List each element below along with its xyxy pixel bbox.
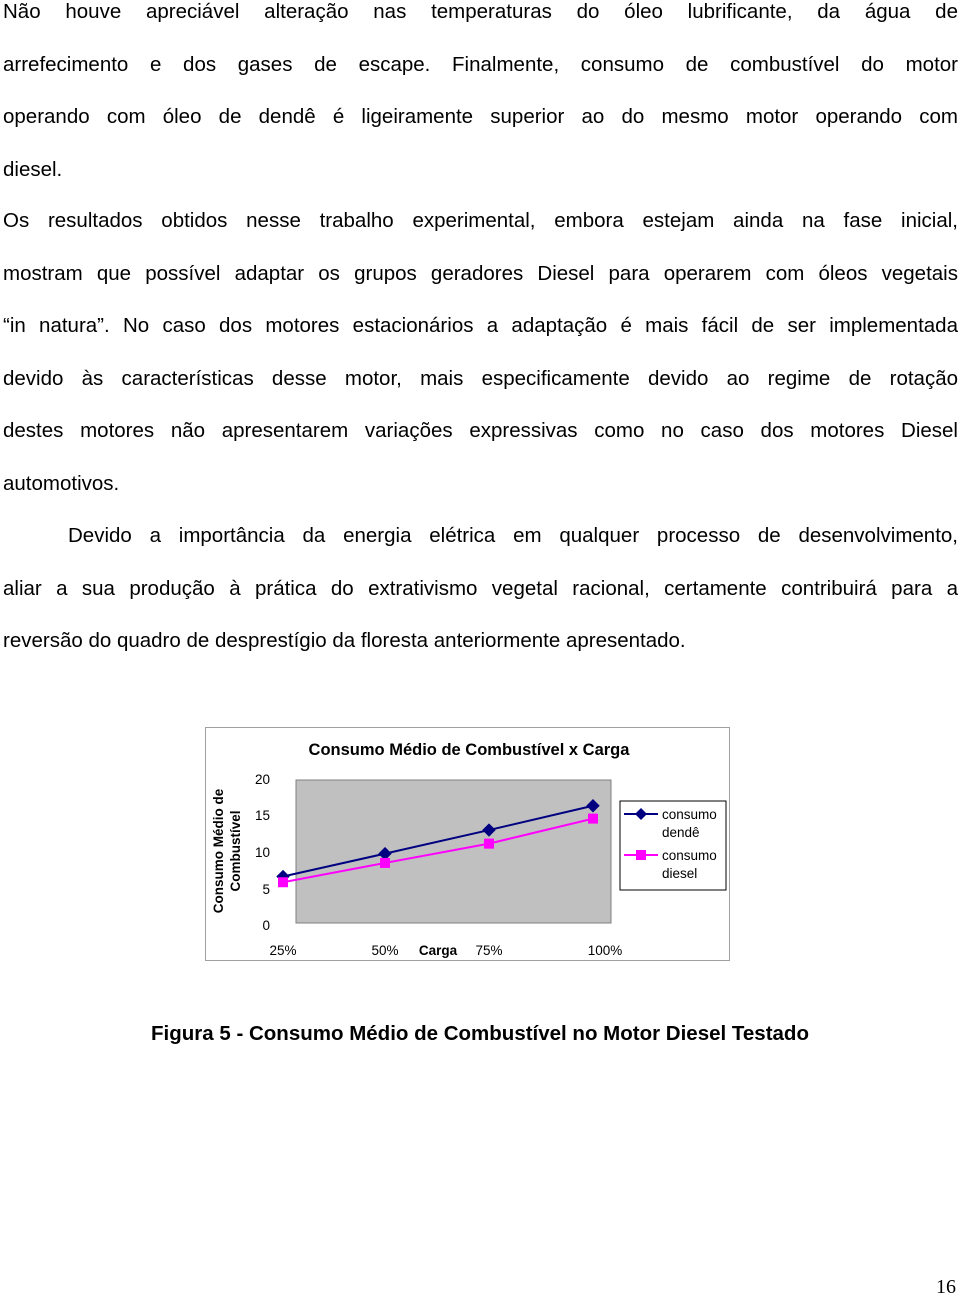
data-point-marker [484, 839, 494, 849]
y-tick-label: 5 [262, 882, 270, 897]
text-line: automotivos. [3, 471, 120, 495]
text-line: “in natura”. No caso dos motores estacionários a adaptação é mais fácil de ser implementada [3, 314, 958, 337]
y-axis-label: Consumo Médio de Combustível [211, 788, 243, 914]
legend-label: consumo dendê [662, 807, 717, 840]
data-point-marker [278, 877, 288, 887]
text-line: operando com óleo de dendê é ligeiramente superior ao do mesmo motor operando com [3, 105, 958, 128]
text-line: reversão do quadro de desprestígio da floresta anteriormente apresentado. [3, 629, 686, 652]
text-line: Não houve apreciável alteração nas temperaturas do óleo lubrificante, da água de [3, 0, 958, 23]
plot-area [296, 780, 611, 923]
text-line: Os resultados obtidos nesse trabalho experimental, embora estejam ainda na fase inicial, [3, 209, 958, 232]
text-line: Devido a importância da energia elétrica em qualquer processo de desenvolvimento, [68, 524, 958, 547]
chart-title: Consumo Médio de Combustível x Carga [308, 741, 630, 759]
x-tick-label: 25% [269, 943, 297, 958]
text-line: devido às características desse motor, mais especificamente devido ao regime de rotação [3, 366, 958, 390]
chart-figure [205, 727, 730, 961]
paragraph-2 [3, 195, 958, 510]
data-point-marker [380, 858, 390, 868]
x-tick-label: 75% [475, 943, 503, 958]
x-axis-label: Carga [418, 943, 458, 958]
legend-label: consumo diesel [662, 848, 717, 881]
y-tick-label: 10 [254, 845, 270, 860]
paragraph-1 [3, 0, 958, 196]
text-line: diesel. [3, 157, 63, 181]
page-number: 16 [936, 1276, 956, 1298]
legend-marker [636, 850, 646, 860]
text-line: mostram que possível adaptar os grupos geradores Diesel para operarem com óleos vegetais [3, 261, 958, 285]
y-tick-label: 20 [254, 772, 270, 787]
x-tick-label: 50% [371, 943, 399, 958]
y-tick-label: 0 [262, 918, 270, 933]
text-line: destes motores não apresentarem variações expressivas como no caso dos motores Diesel [3, 419, 958, 442]
x-tick-label: 100% [587, 943, 623, 958]
figure-caption: Figura 5 - Consumo Médio de Combustível no Motor Diesel Testado [151, 1022, 809, 1045]
line-chart [206, 728, 731, 962]
y-tick-label: 15 [254, 808, 270, 823]
data-point-marker [588, 814, 598, 824]
text-line: arrefecimento e dos gases de escape. Finalmente, consumo de combustível do motor [3, 52, 958, 76]
paragraph-3 [3, 510, 958, 668]
text-line: aliar a sua produção à prática do extrativismo vegetal racional, certamente contribuirá para a [3, 576, 958, 600]
